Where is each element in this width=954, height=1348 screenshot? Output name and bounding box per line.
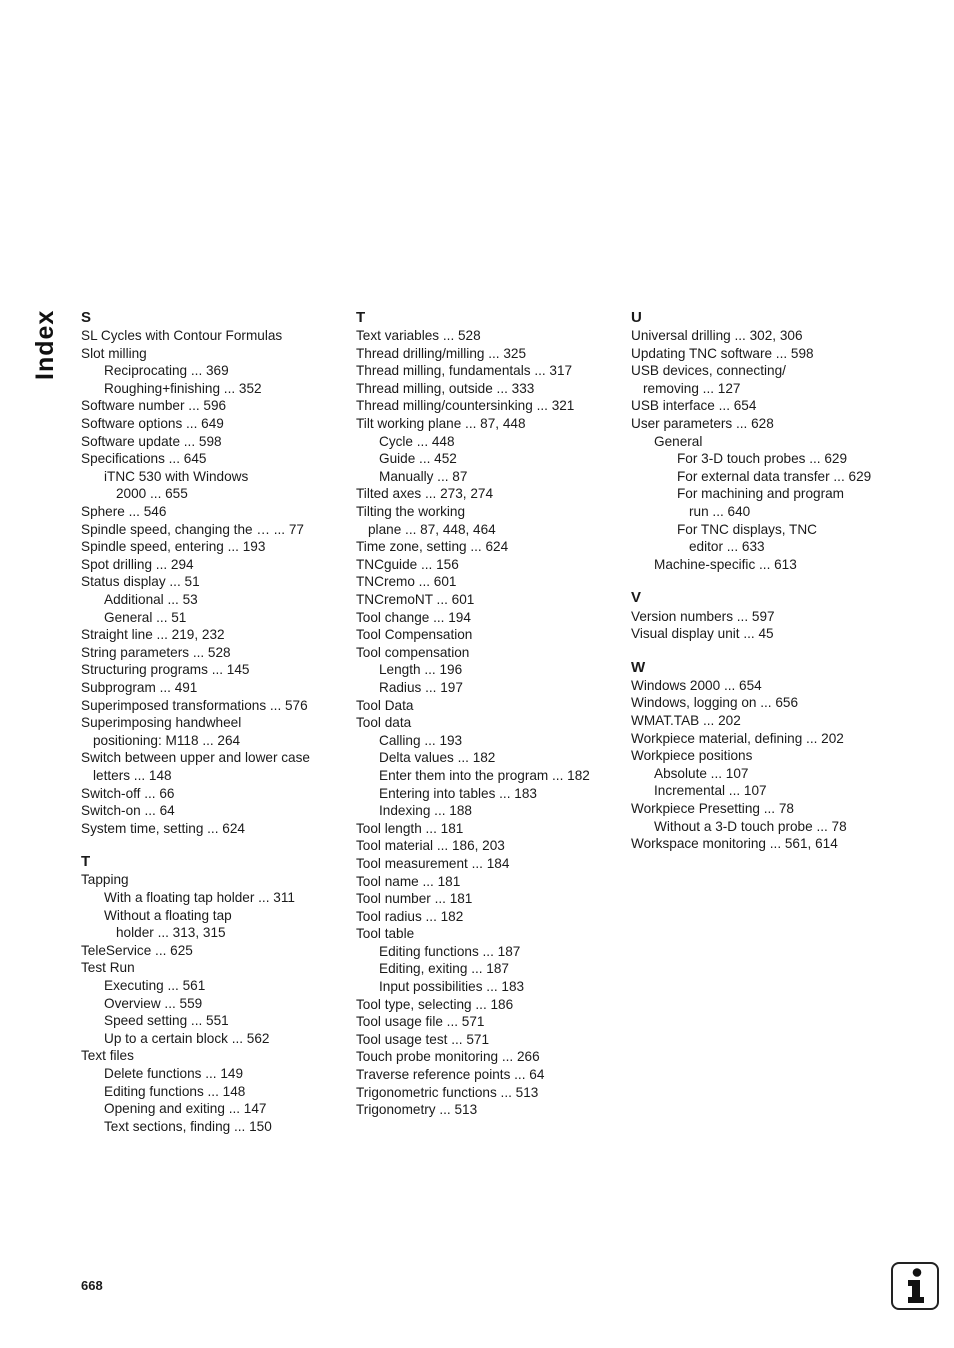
- index-entry: Tool Data: [356, 697, 414, 713]
- info-icon: [891, 1262, 939, 1310]
- index-entry: Cycle ... 448: [379, 433, 455, 449]
- index-entry: Tool usage file ... 571: [356, 1014, 485, 1030]
- index-entry: 2000 ... 655: [116, 486, 188, 502]
- index-entry: TNCremo ... 601: [356, 574, 457, 590]
- index-entry: Spindle speed, changing the … ... 77: [81, 521, 304, 537]
- index-entry: System time, setting ... 624: [81, 820, 245, 836]
- index-entry: Trigonometric functions ... 513: [356, 1084, 539, 1100]
- index-entry: Updating TNC software ... 598: [631, 345, 814, 361]
- index-entry: For 3-D touch probes ... 629: [677, 451, 848, 467]
- index-entry: User parameters ... 628: [631, 416, 774, 432]
- index-entry: Workpiece Presetting ... 78: [631, 800, 794, 816]
- index-entry: Workspace monitoring ... 561, 614: [631, 836, 838, 852]
- section-letter: T: [81, 853, 91, 871]
- index-entry: Software number ... 596: [81, 398, 227, 414]
- index-entry: Indexing ... 188: [379, 803, 472, 819]
- index-entry: Workpiece positions: [631, 748, 753, 764]
- index-entry: Tool measurement ... 184: [356, 855, 510, 871]
- index-entry: Tapping: [81, 872, 129, 888]
- index-entry: Length ... 196: [379, 662, 463, 678]
- index-entry: Roughing+finishing ... 352: [104, 380, 262, 396]
- index-entry: Subprogram ... 491: [81, 679, 198, 695]
- index-entry: Switch between upper and lower case: [81, 750, 310, 766]
- index-entry: Thread milling, fundamentals ... 317: [356, 363, 573, 379]
- index-entry: Thread milling, outside ... 333: [356, 380, 535, 396]
- index-entry: Radius ... 197: [379, 679, 463, 695]
- index-entry: Switch-on ... 64: [81, 803, 175, 819]
- index-entry: Superimposing handwheel: [81, 715, 242, 731]
- index-entry: Entering into tables ... 183: [379, 785, 537, 801]
- index-entry: Universal drilling ... 302, 306: [631, 328, 803, 344]
- index-entry: Specifications ... 645: [81, 451, 207, 467]
- section-letter: V: [631, 589, 642, 607]
- index-entry: Manually ... 87: [379, 468, 468, 484]
- index-entry: Speed setting ... 551: [104, 1013, 229, 1029]
- page-number: 668: [81, 1278, 103, 1293]
- index-entry: Editing, exiting ... 187: [379, 961, 509, 977]
- side-title: [30, 309, 60, 380]
- index-entry: TNCremoNT ... 601: [356, 592, 475, 607]
- index-section: [631, 659, 921, 853]
- index-entry: Sphere ... 546: [81, 504, 167, 520]
- index-entry: Opening and exiting ... 147: [104, 1101, 267, 1117]
- index-entry: Tool type, selecting ... 186: [356, 996, 514, 1012]
- index-entry: Tool number ... 181: [356, 891, 473, 907]
- index-entry: Incremental ... 107: [654, 783, 767, 799]
- index-entry: Switch-off ... 66: [81, 785, 175, 801]
- side-title-text: Index: [31, 309, 59, 380]
- index-entry: Software update ... 598: [81, 433, 222, 449]
- index-entry: Delete functions ... 149: [104, 1065, 244, 1081]
- index-entry: Tool data: [356, 715, 412, 731]
- index-entry: Version numbers ... 597: [631, 608, 775, 624]
- index-entry: Tool Compensation: [356, 627, 473, 643]
- index-entry: Superimposed transformations ... 576: [81, 697, 308, 713]
- index-entry: Windows 2000 ... 654: [631, 677, 762, 693]
- index-entry: Tilt working plane ... 87, 448: [356, 416, 526, 432]
- index-entry: Tilting the working: [356, 504, 466, 520]
- index-column-1: [81, 309, 349, 1151]
- index-entry: Without a floating tap: [104, 907, 232, 923]
- index-column-2: [356, 309, 624, 1135]
- index-entry: USB interface ... 654: [631, 398, 757, 414]
- section-letter: S: [81, 309, 92, 326]
- index-entry: General: [654, 433, 703, 449]
- index-entry: Spot drilling ... 294: [81, 556, 194, 572]
- index-entry: Software options ... 649: [81, 416, 224, 432]
- index-entry: Windows, logging on ... 656: [631, 695, 799, 711]
- index-entry: Visual display unit ... 45: [631, 626, 774, 642]
- index-entry: Thread drilling/milling ... 325: [356, 345, 527, 361]
- index-entry: Slot milling: [81, 345, 147, 361]
- index-entry: Editing functions ... 148: [104, 1083, 246, 1099]
- index-entry: Trigonometry ... 513: [356, 1102, 478, 1118]
- index-entry: Overview ... 559: [104, 995, 203, 1011]
- index-entry: Tool change ... 194: [356, 609, 471, 625]
- index-entry: String parameters ... 528: [81, 644, 231, 660]
- index-entry: editor ... 633: [689, 539, 765, 555]
- index-entry: For TNC displays, TNC: [677, 521, 817, 537]
- index-entry: Tool usage test ... 571: [356, 1031, 490, 1047]
- index-entry: General ... 51: [104, 609, 187, 625]
- index-entry: letters ... 148: [93, 767, 172, 783]
- index-entry: Tool radius ... 182: [356, 908, 464, 924]
- index-section: [356, 309, 624, 1119]
- index-section: [81, 309, 349, 837]
- index-entry: Text sections, finding ... 150: [104, 1118, 272, 1134]
- index-entry: Tool material ... 186, 203: [356, 838, 505, 854]
- index-entry: Traverse reference points ... 64: [356, 1067, 545, 1083]
- index-entry: With a floating tap holder ... 311: [104, 890, 295, 905]
- index-entry: Text files: [81, 1048, 134, 1064]
- index-entry: holder ... 313, 315: [116, 925, 226, 941]
- index-section: [81, 853, 349, 1135]
- index-entry: Touch probe monitoring ... 266: [356, 1049, 540, 1065]
- index-entry: plane ... 87, 448, 464: [368, 521, 496, 537]
- index-entry: Reciprocating ... 369: [104, 363, 229, 379]
- info-glyph: [893, 1264, 937, 1308]
- index-entry: Workpiece material, defining ... 202: [631, 730, 844, 746]
- index-entry: Tilted axes ... 273, 274: [356, 486, 494, 502]
- index-entry: Time zone, setting ... 624: [356, 539, 509, 555]
- index-entry: Thread milling/countersinking ... 321: [356, 398, 575, 414]
- section-letter: U: [631, 309, 642, 326]
- index-entry: Enter them into the program ... 182: [379, 767, 590, 783]
- index-entry: WMAT.TAB ... 202: [631, 712, 741, 728]
- index-entry: Tool compensation: [356, 644, 470, 660]
- index-entry: Delta values ... 182: [379, 750, 496, 766]
- index-entry: Input possibilities ... 183: [379, 979, 525, 995]
- index-entry: For external data transfer ... 629: [677, 468, 872, 484]
- index-entry: TNCguide ... 156: [356, 556, 459, 572]
- index-entry: Straight line ... 219, 232: [81, 627, 225, 643]
- section-letter: W: [631, 658, 646, 676]
- section-letter: T: [356, 309, 366, 326]
- index-entry: positioning: M118 ... 264: [93, 732, 241, 748]
- index-entry: Absolute ... 107: [654, 765, 749, 781]
- index-section: [631, 589, 921, 642]
- index-entry: TeleService ... 625: [81, 942, 193, 958]
- index-entry: Calling ... 193: [379, 732, 463, 748]
- index-entry: Structuring programs ... 145: [81, 662, 250, 678]
- index-entry: Without a 3-D touch probe ... 78: [654, 818, 847, 834]
- index-entry: Spindle speed, entering ... 193: [81, 539, 266, 555]
- index-entry: Tool name ... 181: [356, 873, 461, 889]
- index-entry: removing ... 127: [643, 380, 741, 396]
- index-entry: run ... 640: [689, 504, 751, 520]
- index-entry: For machining and program: [677, 486, 844, 502]
- index-entry: SL Cycles with Contour Formulas: [81, 328, 283, 344]
- index-section: [631, 309, 921, 573]
- index-entry: Up to a certain block ... 562: [104, 1030, 270, 1046]
- index-entry: Executing ... 561: [104, 977, 206, 993]
- index-entry: Text variables ... 528: [356, 328, 481, 344]
- index-entry: Status display ... 51: [81, 574, 200, 590]
- index-entry: Tool table: [356, 926, 415, 942]
- index-entry: Additional ... 53: [104, 592, 198, 607]
- index-entry: iTNC 530 with Windows: [104, 468, 249, 484]
- index-entry: USB devices, connecting/: [631, 363, 786, 379]
- index-column-3: [631, 309, 921, 869]
- index-entry: Editing functions ... 187: [379, 943, 521, 959]
- index-entry: Tool length ... 181: [356, 820, 464, 836]
- index-entry: Guide ... 452: [379, 451, 457, 467]
- index-entry: Test Run: [81, 960, 135, 976]
- index-entry: Machine-specific ... 613: [654, 556, 797, 572]
